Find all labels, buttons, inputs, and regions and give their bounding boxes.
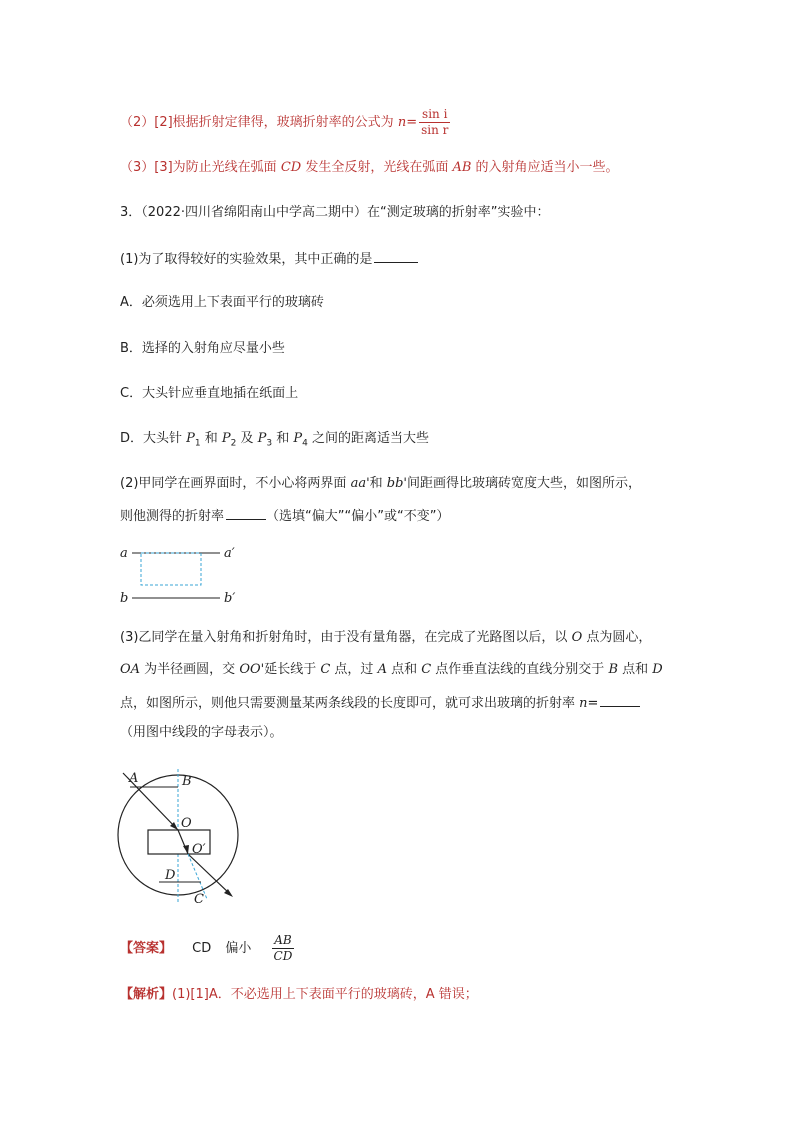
fig2-label-c: C [194, 892, 204, 907]
option-d-text-e: 之间的距离适当大些 [307, 431, 430, 446]
fig2-label-d: D [165, 868, 176, 883]
interface-aa: aa' [350, 476, 370, 491]
question-3-part-2-line-1 [120, 474, 641, 494]
question-3-part-1 [120, 248, 418, 270]
point-o: O [571, 630, 583, 645]
fig1-label-a: a [120, 546, 128, 561]
analysis-row [120, 985, 478, 1005]
formula-denominator: sin r [421, 123, 449, 137]
analysis-text: (1)[1]A．不必选用上下表面平行的玻璃砖，A 错误； [172, 987, 478, 1002]
fig2-label-o-prime: O′ [192, 842, 206, 857]
fig2-label-b: B [182, 774, 192, 789]
pin-p1-sub: 1 [194, 438, 201, 449]
fig2-label-o: O [181, 816, 192, 831]
answer-blank-1[interactable] [374, 248, 418, 263]
var-n-2: n [579, 696, 588, 711]
segment-oa: OA [120, 662, 141, 677]
arc-cd: CD [280, 160, 302, 175]
part-3-line-2-text-a: 为半径画圆，交 [140, 662, 240, 677]
part-2-line-2-text-b: （选填“偏大”“偏小”或“不变”） [266, 509, 450, 524]
point-c-2: C [421, 662, 432, 677]
part-3-text-a: (3)乙同学在量入射角和折射角时，由于没有量角器，在完成了光路图以后，以 [120, 630, 572, 645]
option-d [120, 429, 429, 454]
part-2-line-2-text-a: 则他测得的折射率 [120, 509, 225, 524]
question-3-part-3-line-3 [120, 692, 640, 714]
arc-ab: AB [452, 160, 472, 175]
point-a: A [377, 662, 387, 677]
var-n: n [397, 115, 407, 130]
option-d-text-a: D．大头针 [120, 431, 187, 446]
answer-value-1: CD [192, 941, 212, 956]
part-3-line-2-text-f: 点和 [618, 662, 653, 677]
part-3-line-2-text-b: 延长线于 [264, 662, 321, 677]
equals-sign-2: = [587, 696, 599, 711]
formula-fraction [419, 107, 450, 138]
part-2-text-a: (2)甲同学在画界面时，不小心将两界面 [120, 476, 351, 491]
fig1-label-a-prime: a′ [224, 546, 235, 561]
question-3-part-3-line-2 [120, 660, 663, 680]
question-3-part-1-text: (1)为了取得较好的实验效果，其中正确的是 [120, 252, 373, 267]
pin-p2-sub: 2 [230, 438, 237, 449]
option-d-text-d: 和 [272, 431, 294, 446]
answer-label: 【答案】 [120, 941, 173, 956]
option-b: B．选择的入射角应尽量小些 [120, 341, 285, 356]
question-3-part-3-line-4: （用图中线段的字母表示）。 [120, 725, 283, 740]
pin-p1: P [186, 431, 195, 446]
fig2-emergent-ray [188, 854, 231, 895]
pin-p2: P [221, 431, 231, 446]
solution-step-3-text-e: 的入射角应适当小一些。 [471, 160, 619, 175]
segment-oo: OO' [239, 662, 265, 677]
fig1-glass-block [141, 553, 201, 585]
point-b: B [608, 662, 618, 677]
question-3-part-2-line-2 [120, 505, 449, 527]
analysis-label: 【解析】 [120, 987, 173, 1002]
part-3-text-b: 点为圆心， [582, 630, 652, 645]
question-3-part-3-line-1 [120, 628, 651, 648]
fig1-label-b-prime: b′ [224, 591, 236, 606]
answer-blank-3[interactable] [600, 692, 640, 707]
answer-denominator: CD [273, 949, 293, 963]
fig2-label-a: A [129, 771, 139, 786]
part-2-text-b: 和 [369, 476, 387, 491]
solution-step-3-text-a: （3）[3]为防止光线在弧面 [120, 160, 281, 175]
answer-value-2: 偏小 [225, 941, 252, 956]
formula-numerator: sin i [419, 107, 450, 123]
part-3-line-2-text-c: 点，过 [330, 662, 378, 677]
answer-blank-2[interactable] [226, 505, 266, 520]
option-d-text-c: 及 [236, 431, 258, 446]
pin-p3-sub: 3 [266, 438, 273, 449]
equals-sign: = [406, 115, 418, 130]
solution-step-3 [120, 158, 619, 178]
figure-circle-refraction [115, 765, 250, 910]
solution-step-2-text: （2）[2]根据折射定律得，玻璃折射率的公式为 [120, 115, 398, 130]
pin-p4-sub: 4 [302, 438, 308, 449]
fig1-label-b: b [120, 591, 129, 606]
part-3-line-3-text-a: 点，如图所示，则他只需要测量某两条线段的长度即可，就可求出玻璃的折射率 [120, 696, 580, 711]
answer-row [120, 933, 294, 964]
pin-p4: P [293, 431, 303, 446]
figure-interfaces [112, 540, 252, 610]
option-d-text-b: 和 [200, 431, 222, 446]
point-d: D [652, 662, 663, 677]
solution-step-2 [120, 107, 450, 138]
part-3-line-2-text-d: 点和 [386, 662, 422, 677]
pin-p3: P [257, 431, 267, 446]
question-3-title: 3．（2022·四川省绵阳南山中学高二期中）在“测定玻璃的折射率”实验中： [120, 205, 550, 220]
part-3-line-2-text-e: 点作垂直法线的直线分别交于 [431, 662, 609, 677]
option-a: A．必须选用上下表面平行的玻璃砖 [120, 295, 324, 310]
part-2-text-c: 间距画得比玻璃砖宽度大些，如图所示， [407, 476, 642, 491]
answer-fraction [272, 933, 295, 964]
solution-step-3-text-c: 发生全反射，光线在弧面 [301, 160, 453, 175]
option-c: C．大头针应垂直地插在纸面上 [120, 386, 299, 401]
interface-bb: bb' [386, 476, 407, 491]
answer-numerator: AB [272, 933, 295, 949]
point-c: C [320, 662, 331, 677]
